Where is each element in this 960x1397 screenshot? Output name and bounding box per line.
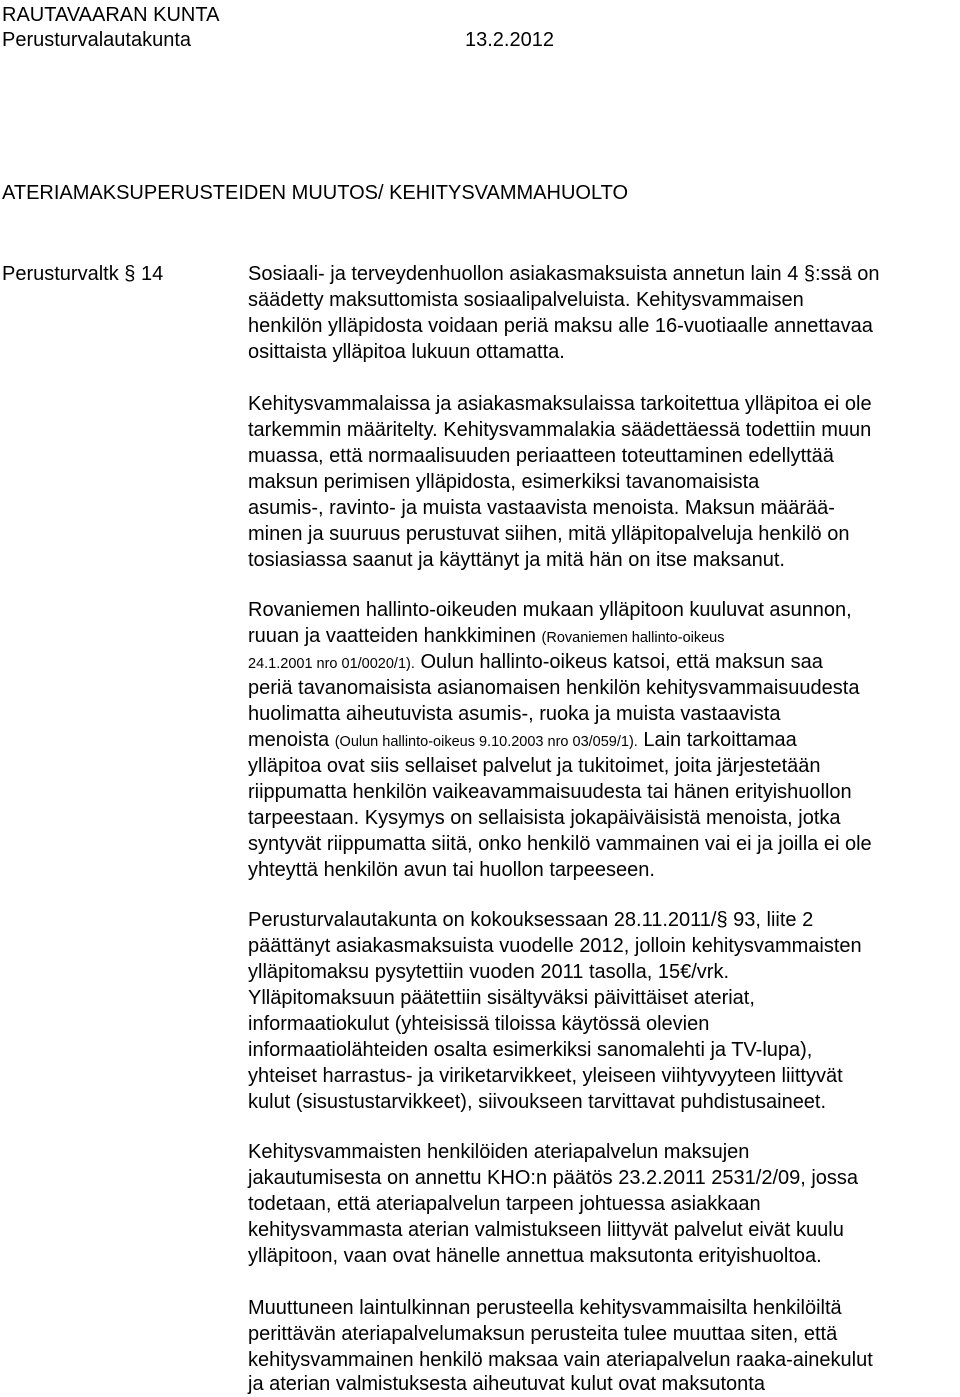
text-line: jakautumisesta on annettu KHO:n päätös 23.2.2011 2531/2/09, jossa: [248, 1167, 859, 1189]
text-line: todetaan, että ateriapalvelun tarpeen johtuessa asiakkaan: [248, 1193, 761, 1215]
text-line: kehitysvammainen henkilö maksaa vain ateriapalvelun raaka-ainekulut: [248, 1349, 873, 1371]
text-line: [248, 727, 797, 755]
text-line: perittävän ateriapalvelumaksun perusteita tulee muuttaa siten, että: [248, 1323, 838, 1345]
text-line: syntyvät riippumatta siitä, onko henkilö vammainen vai ei ja joilla ei ole: [248, 833, 872, 855]
text-line: ylläpitoon, vaan ovat hänelle annettua maksutonta erityishuoltoa.: [248, 1245, 822, 1267]
text-line: asumis-, ravinto- ja muista vastaavista menoista. Maksun määrää-: [248, 497, 835, 519]
document-title: ATERIAMAKSUPERUSTEIDEN MUUTOS/ KEHITYSVAMMAHUOLTO: [2, 182, 629, 204]
text-line: kulut (sisustustarvikkeet), siivoukseen tarvittavat puhdistusaineet.: [248, 1091, 827, 1113]
text-line: maksun perimisen ylläpidosta, esimerkiksi tavanomaisista: [248, 471, 760, 493]
text-line: tosiasiassa saanut ja käyttänyt ja mitä hän on itse maksanut.: [248, 549, 785, 571]
text-span: menoista: [248, 729, 335, 751]
text-line: Kehitysvammalaissa ja asiakasmaksulaissa tarkoitettua ylläpitoa ei ole: [248, 393, 872, 415]
court-citation: (Oulun hallinto-oikeus 9.10.2003 nro 03/059/1).: [334, 734, 638, 750]
text-line: kehitysvammasta aterian valmistukseen liittyvät palvelut eivät kuulu: [248, 1219, 844, 1241]
text-line: informaatiolähteiden osalta esimerkiksi sanomalehti ja TV-lupa),: [248, 1039, 813, 1061]
text-line: Kehitysvammaisten henkilöiden ateriapalvelun maksujen: [248, 1141, 750, 1163]
text-line: informaatiokulut (yhteisissä tiloissa käytössä olevien: [248, 1013, 710, 1035]
text-line: Perusturvalautakunta on kokouksessaan 28.11.2011/§ 93, liite 2: [248, 909, 814, 931]
text-line: säädetty maksuttomista sosiaalipalveluista. Kehitysvammaisen: [248, 289, 804, 311]
text-line: Muuttuneen laintulkinnan perusteella kehitysvammaisilta henkilöiltä: [248, 1297, 842, 1319]
section-reference: Perusturvaltk § 14: [2, 263, 164, 285]
court-citation: 24.1.2001 nro 01/0020/1).: [248, 656, 415, 672]
text-line: [248, 649, 823, 677]
text-line: minen ja suuruus perustuvat siihen, mitä ylläpitopalveluja henkilö on: [248, 523, 850, 545]
text-line: muassa, että normaalisuuden periaatteen toteuttaminen edellyttää: [248, 445, 834, 467]
meeting-date: 13.2.2012: [465, 29, 554, 51]
text-line: ylläpitomaksu pysytettiin vuoden 2011 tasolla, 15€/vrk.: [248, 961, 730, 983]
org-name: RAUTAVAARAN KUNTA: [2, 4, 220, 26]
text-line: riippumatta henkilön vaikeavammaisuudesta tai hänen erityishuollon: [248, 781, 852, 803]
text-line: ja aterian valmistuksesta aiheutuvat kulut ovat maksutonta: [248, 1373, 765, 1395]
text-line: henkilön ylläpidosta voidaan periä maksu alle 16-vuotiaalle annettavaa: [248, 315, 873, 337]
text-line: [248, 623, 725, 651]
text-line: Sosiaali- ja terveydenhuollon asiakasmaksuista annetun lain 4 §:ssä on: [248, 263, 880, 285]
text-line: yhteiset harrastus- ja viriketarvikkeet, yleiseen viihtyvyyteen liittyvät: [248, 1065, 843, 1087]
text-span: Oulun hallinto-oikeus katsoi, että maksun saa: [414, 651, 823, 673]
text-span: ruuan ja vaatteiden hankkiminen: [248, 625, 542, 647]
text-line: osittaista ylläpitoa lukuun ottamatta.: [248, 341, 565, 363]
text-line: yhteyttä henkilön avun tai huollon tarpeeseen.: [248, 859, 655, 881]
court-citation: (Rovaniemen hallinto-oikeus: [541, 630, 725, 646]
text-span: Lain tarkoittamaa: [637, 729, 797, 751]
committee-name: Perusturvalautakunta: [2, 29, 192, 51]
text-line: ylläpitoa ovat siis sellaiset palvelut ja tukitoimet, joita järjestetään: [248, 755, 821, 777]
text-line: tarpeestaan. Kysymys on sellaisista jokapäiväisistä menoista, jotka: [248, 807, 841, 829]
text-line: periä tavanomaisista asianomaisen henkilön kehitysvammaisuudesta: [248, 677, 860, 699]
text-line: huolimatta aiheutuvista asumis-, ruoka ja muista vastaavista: [248, 703, 781, 725]
text-line: tarkemmin määritelty. Kehitysvammalakia säädettäessä todettiin muun: [248, 419, 872, 441]
text-line: päättänyt asiakasmaksuista vuodelle 2012, jolloin kehitysvammaisten: [248, 935, 862, 957]
text-line: Rovaniemen hallinto-oikeuden mukaan ylläpitoon kuuluvat asunnon,: [248, 599, 852, 621]
text-line: Ylläpitomaksuun päätettiin sisältyväksi päivittäiset ateriat,: [248, 987, 755, 1009]
